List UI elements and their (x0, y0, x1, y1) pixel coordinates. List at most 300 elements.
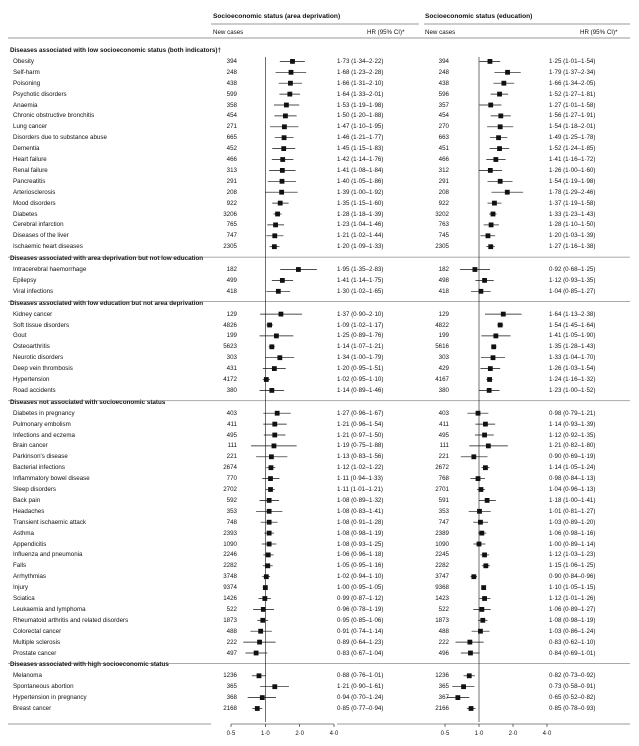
area-new-cases: 592 (226, 496, 237, 504)
area-hr-value: 1·13 (0·83–1·56) (337, 453, 384, 461)
area-x-tick-label: 2·0 (295, 731, 305, 737)
area-new-cases: 353 (226, 507, 237, 515)
area-x-tick-label: 4·0 (329, 731, 339, 737)
edu-hr-value: 1·52 (1·27–1·81) (549, 90, 596, 98)
edu-hr-value: 1·54 (1·19–1·98) (549, 177, 596, 185)
disease-label: Sciatica (13, 595, 35, 602)
edu-new-cases: 1423 (435, 595, 449, 602)
edu-hr-marker (485, 498, 490, 503)
edu-hr-marker (492, 201, 497, 206)
disease-label: Intracerebral haemorrhage (13, 266, 87, 273)
edu-new-cases: 418 (438, 287, 449, 295)
edu-hr-marker (479, 607, 484, 612)
area-hr-marker (269, 454, 274, 459)
edu-new-cases: 312 (438, 166, 449, 174)
area-hr-value: 1·95 (1·35–2·83) (337, 266, 384, 273)
disease-label: Poisoning (13, 79, 41, 87)
area-new-cases: 454 (226, 112, 237, 120)
edu-new-cases: 2701 (435, 486, 449, 493)
disease-label: Parkinson's disease (13, 453, 68, 461)
edu-hr-marker (486, 233, 491, 238)
edu-hr-value: 0·73 (0·58–0·91) (549, 683, 596, 691)
area-hr-value: 1·46 (1·21–1·77) (337, 134, 384, 142)
edu-hr-marker (469, 706, 474, 711)
edu-new-cases: 367 (438, 694, 449, 702)
area-x-tick-label: 1·0 (260, 731, 270, 737)
area-hr-value: 1·19 (0·75–1·88) (337, 442, 384, 450)
edu-new-cases: 438 (438, 79, 449, 87)
edu-hr-value: 1·04 (0·96–1·13) (549, 486, 596, 493)
area-hr-marker (272, 433, 277, 438)
edu-new-cases: 380 (438, 386, 449, 394)
edu-new-cases: 182 (438, 266, 449, 273)
area-hr-value: 1·14 (0·89–1·46) (337, 386, 384, 394)
area-hr-value: 1·45 (1·15–1·83) (337, 145, 384, 153)
disease-label: Back pain (13, 496, 41, 504)
disease-label: Leukaemia and lymphoma (13, 605, 86, 613)
area-hr-value: 1·68 (1·23–2·28) (337, 68, 384, 76)
area-hr-marker (283, 114, 288, 119)
disease-label: Anaemia (13, 101, 38, 109)
area-hr-value: 0·85 (0·77–0·94) (337, 705, 384, 712)
edu-new-cases: 451 (438, 145, 449, 153)
edu-new-cases: 454 (438, 112, 449, 120)
edu-hr-marker (482, 553, 487, 558)
area-hr-value: 1·42 (1·14–1·76) (337, 156, 384, 163)
edu-new-cases: 488 (438, 627, 449, 635)
area-hr-value: 0·94 (0·70–1·24) (337, 694, 384, 702)
area-new-cases: 599 (226, 90, 237, 98)
disease-label: Neurotic disorders (13, 354, 64, 362)
area-hr-value: 1·02 (0·94–1·10) (337, 573, 384, 581)
edu-hr-marker (493, 334, 498, 339)
disease-label: Disorders due to substance abuse (13, 134, 107, 142)
edu-hr-value: 1·35 (1·28–1·43) (549, 343, 596, 351)
edu-hr-value: 0·90 (0·69–1·19) (549, 453, 596, 461)
area-new-cases: 5623 (223, 343, 237, 351)
edu-hr-value: 1·56 (1·27–1·91) (549, 112, 596, 120)
area-new-cases: 3206 (223, 210, 237, 218)
area-hr-value: 1·08 (0·93–1·25) (337, 540, 384, 548)
edu-hr-value: 1·06 (0·89–1·27) (549, 605, 596, 613)
area-hr-marker (260, 618, 265, 623)
area-hr-marker (255, 706, 260, 711)
edu-new-cases: 663 (438, 134, 449, 142)
area-hr-value: 1·20 (0·95–1·51) (337, 365, 384, 373)
disease-label: Bacterial infections (13, 464, 65, 472)
disease-label: Pancreatitis (13, 177, 46, 185)
disease-label: Deep vein thrombosis (13, 365, 73, 373)
edu-hr-marker (487, 377, 492, 382)
area-hr-marker (280, 168, 285, 173)
area-hr-value: 1·28 (1·18–1·39) (337, 210, 384, 218)
edu-hr-value: 0·65 (0·52–0·82) (549, 694, 596, 702)
edu-hr-value: 1·18 (1·00–1·41) (549, 496, 596, 504)
edu-hr-value: 1·10 (1·05–1·15) (549, 584, 596, 592)
edu-hr-value: 1·66 (1·34–2·05) (549, 79, 596, 87)
edu-hr-marker (481, 585, 486, 590)
edu-new-cases: 2282 (435, 562, 449, 570)
area-hr-value: 1·66 (1·31–2·10) (337, 79, 384, 87)
edu-new-cases: 3202 (435, 210, 449, 218)
edu-new-cases: 522 (438, 605, 449, 613)
section-title: Diseases associated with low education but not area deprivation (10, 299, 204, 307)
edu-hr-marker (496, 135, 501, 140)
disease-label: Diseases of the liver (13, 232, 69, 240)
area-hr-marker (260, 695, 265, 700)
edu-new-cases: 768 (438, 475, 449, 483)
area-new-cases: 499 (226, 276, 237, 284)
disease-label: Spontaneous abortion (13, 683, 74, 691)
edu-hr-marker (488, 244, 493, 249)
edu-new-cases: 248 (438, 68, 449, 76)
edu-hr-value: 1·12 (0·93–1·35) (549, 276, 596, 284)
area-hr-value: 1·21 (0·97–1·50) (337, 431, 384, 439)
area-hr-value: 1·27 (0·96–1·67) (337, 409, 384, 417)
disease-label: Multiple sclerosis (13, 638, 61, 646)
area-new-cases: 380 (226, 386, 237, 394)
area-deprivation-title: Socioeconomic status (area deprivation) (213, 13, 341, 20)
edu-new-cases: 1873 (435, 616, 449, 624)
area-new-cases-header: New cases (213, 29, 244, 36)
area-hr-value: 1·12 (1·02–1·22) (337, 464, 384, 472)
edu-new-cases: 5616 (435, 343, 449, 351)
disease-label: Infections and eczema (13, 431, 75, 439)
edu-new-cases: 2166 (435, 705, 449, 712)
area-hr-marker (275, 411, 280, 416)
area-hr-marker (268, 476, 273, 481)
edu-hr-value: 1·15 (1·06–1·25) (549, 562, 596, 570)
edu-hr-marker (493, 157, 498, 162)
area-hr-value: 1·21 (0·96–1·54) (337, 420, 384, 428)
edu-hr-value: 1·01 (0·81–1·27) (549, 507, 596, 515)
edu-hr-value: 1·14 (0·93–1·39) (549, 420, 596, 428)
area-hr-marker (296, 267, 301, 272)
area-hr-marker (267, 498, 272, 503)
edu-new-cases: 2389 (435, 529, 449, 537)
edu-hr-marker (505, 70, 510, 75)
disease-label: Falls (13, 562, 27, 570)
area-hr-marker (267, 509, 272, 514)
area-hr-header: HR (95% CI)* (367, 29, 405, 36)
area-hr-marker (267, 520, 272, 525)
edu-new-cases: 429 (438, 365, 449, 373)
area-x-tick-label: 0·5 (226, 731, 236, 737)
area-hr-value: 1·30 (1·02–1·65) (337, 287, 384, 295)
edu-hr-value: 1·23 (1·00–1·52) (549, 386, 596, 394)
area-hr-marker (272, 444, 277, 449)
disease-label: Sleep disorders (13, 486, 56, 493)
disease-label: Kidney cancer (13, 310, 53, 318)
edu-hr-value: 1·27 (1·16–1·38) (549, 243, 596, 251)
disease-label: Obesity (13, 57, 34, 65)
disease-label: Colorectal cancer (13, 627, 62, 635)
edu-hr-value: 1·41 (1·16–1·72) (549, 156, 596, 163)
section-title: Diseases associated with high socioeconomic status (10, 661, 169, 669)
edu-hr-marker (482, 596, 487, 601)
area-new-cases: 208 (226, 188, 237, 196)
area-hr-value: 1·05 (0·95–1·16) (337, 562, 384, 570)
disease-label: Arteriosclerosis (13, 188, 56, 196)
area-hr-marker (282, 135, 287, 140)
edu-hr-value: 1·41 (1·05–1·90) (549, 332, 596, 340)
edu-hr-value: 1·12 (1·03–1·23) (549, 551, 596, 559)
edu-new-cases: 763 (438, 221, 449, 229)
edu-hr-marker (471, 454, 476, 459)
edu-hr-marker (498, 179, 503, 184)
edu-hr-value: 1·06 (0·98–1·16) (549, 529, 596, 537)
disease-label: Chronic obstructive bronchitis (13, 112, 95, 120)
edu-hr-marker (476, 411, 481, 416)
edu-hr-marker (501, 81, 506, 86)
edu-hr-marker (488, 103, 493, 108)
area-new-cases: 182 (226, 266, 237, 273)
area-hr-marker (257, 673, 262, 678)
section-title: Diseases associated with low socioeconomic status (both indicators)† (10, 47, 222, 54)
area-hr-marker (272, 422, 277, 427)
edu-hr-value: 1·12 (1·01–1·26) (549, 595, 596, 602)
edu-hr-value: 0·90 (0·84–0·96) (549, 573, 596, 581)
area-hr-value: 1·35 (1·15–1·60) (337, 199, 384, 207)
edu-new-cases: 303 (438, 354, 449, 362)
area-new-cases: 313 (226, 166, 237, 174)
area-hr-value: 1·09 (1·02–1·17) (337, 321, 384, 329)
disease-label: Self-harm (13, 68, 40, 76)
edu-hr-value: 0·98 (0·84–1·13) (549, 475, 596, 483)
area-new-cases: 3748 (223, 573, 237, 581)
edu-hr-marker (455, 695, 460, 700)
area-hr-marker (284, 103, 289, 108)
area-hr-value: 1·21 (0·90–1·61) (337, 683, 384, 691)
edu-hr-value: 0·83 (0·62–1·10) (549, 638, 596, 646)
disease-label: Ischaemic heart diseases (13, 243, 83, 251)
area-hr-marker (280, 179, 285, 184)
edu-new-cases: 1236 (435, 672, 449, 680)
edu-hr-marker (498, 114, 503, 119)
area-hr-marker (272, 366, 277, 371)
edu-new-cases: 747 (438, 518, 449, 526)
area-hr-marker (269, 344, 274, 349)
area-new-cases: 368 (226, 694, 237, 702)
area-new-cases: 2674 (223, 464, 237, 472)
area-hr-marker (267, 531, 272, 536)
edu-hr-marker (471, 574, 476, 579)
area-new-cases: 4172 (223, 376, 237, 383)
area-hr-marker (269, 388, 274, 393)
disease-label: Breast cancer (13, 705, 52, 712)
area-new-cases: 358 (226, 101, 237, 109)
area-hr-value: 1·41 (1·14–1·75) (337, 276, 384, 284)
disease-label: Heart failure (13, 156, 47, 163)
disease-label: Mood disorders (13, 199, 56, 207)
edu-hr-header: HR (95% CI)* (580, 29, 618, 36)
edu-new-cases: 199 (438, 332, 449, 340)
edu-hr-marker (501, 312, 506, 317)
area-hr-value: 0·83 (0·67–1·04) (337, 649, 384, 657)
edu-hr-value: 1·21 (0·82–1·80) (549, 442, 596, 450)
disease-label: Influenza and pneumonia (13, 551, 83, 559)
disease-label: Osteoarthritis (13, 343, 50, 351)
area-hr-value: 1·06 (0·96–1·18) (337, 551, 384, 559)
area-new-cases: 748 (226, 518, 237, 526)
area-hr-marker (257, 640, 262, 645)
edu-new-cases: 353 (438, 507, 449, 515)
area-new-cases: 411 (227, 420, 237, 428)
area-hr-marker (275, 212, 280, 217)
edu-new-cases: 394 (438, 57, 449, 65)
area-new-cases: 4826 (223, 321, 237, 329)
area-hr-marker (290, 59, 295, 64)
disease-label: Lung cancer (13, 123, 48, 131)
area-new-cases: 497 (226, 649, 237, 657)
edu-new-cases: 495 (438, 431, 449, 439)
area-hr-value: 1·08 (0·89–1·32) (337, 496, 384, 504)
edu-new-cases: 745 (438, 232, 449, 240)
area-hr-value: 1·50 (1·20–1·88) (337, 112, 384, 120)
edu-hr-marker (461, 684, 466, 689)
edu-hr-value: 1·49 (1·25–1·78) (549, 134, 596, 142)
area-new-cases: 199 (226, 332, 237, 340)
area-hr-value: 1·25 (0·89–1·76) (337, 332, 384, 340)
area-hr-value: 1·00 (0·95–1·05) (337, 584, 384, 592)
edu-new-cases: 1090 (435, 540, 449, 548)
area-hr-marker (280, 278, 285, 283)
area-hr-marker (272, 684, 277, 689)
edu-hr-marker (488, 168, 493, 173)
edu-hr-value: 1·78 (1·29–2·46) (549, 188, 596, 196)
area-new-cases: 1090 (223, 540, 237, 548)
area-new-cases: 747 (226, 232, 237, 240)
area-hr-value: 1·21 (1·02–1·44) (337, 232, 384, 240)
area-hr-value: 1·08 (0·83–1·41) (337, 507, 384, 515)
area-hr-value: 1·08 (0·91–1·28) (337, 518, 384, 526)
area-new-cases: 271 (226, 123, 237, 131)
area-hr-marker (278, 201, 283, 206)
edu-hr-value: 1·54 (1·45–1·64) (549, 321, 596, 329)
edu-new-cases-header: New cases (425, 29, 456, 36)
edu-new-cases: 221 (438, 453, 449, 461)
edu-hr-value: 0·92 (0·68–1·25) (549, 266, 596, 273)
area-new-cases: 394 (226, 57, 237, 65)
disease-label: Road accidents (13, 386, 56, 394)
disease-label: Diabetes (13, 210, 38, 218)
area-hr-value: 1·11 (1·01–1·21) (337, 486, 383, 493)
edu-new-cases: 466 (438, 156, 449, 163)
area-hr-marker (280, 157, 285, 162)
area-hr-marker (265, 563, 270, 568)
edu-hr-marker (497, 92, 502, 97)
edu-hr-value: 1·26 (1·03–1·54) (549, 365, 596, 373)
edu-hr-value: 1·00 (0·89–1·14) (549, 540, 596, 548)
disease-label: Rheumatoid arthritis and related disorders (13, 616, 129, 624)
disease-label: Diabetes in pregnancy (13, 409, 75, 417)
edu-hr-value: 0·84 (0·69–1·01) (549, 649, 596, 657)
edu-hr-value: 1·33 (1·04–1·70) (549, 354, 596, 362)
area-hr-marker (267, 542, 272, 547)
disease-label: Cerebral infarction (13, 221, 64, 229)
edu-hr-value: 1·26 (1·00–1·60) (549, 166, 596, 174)
area-new-cases: 9374 (223, 584, 237, 592)
edu-hr-marker (483, 465, 488, 470)
disease-label: Headaches (13, 507, 45, 515)
area-hr-marker (272, 244, 277, 249)
edu-new-cases: 591 (438, 496, 449, 504)
disease-label: Pulmonary embolism (13, 420, 71, 428)
edu-new-cases: 596 (438, 90, 449, 98)
area-new-cases: 770 (226, 475, 237, 483)
edu-new-cases: 403 (438, 409, 449, 417)
area-hr-marker (279, 312, 284, 317)
edu-hr-value: 1·08 (0·98–1·19) (549, 616, 596, 624)
area-hr-value: 1·02 (0·95–1·10) (337, 376, 384, 383)
edu-x-tick-label: 1·0 (474, 731, 484, 737)
disease-label: Injury (13, 584, 29, 592)
edu-new-cases: 2305 (435, 243, 449, 251)
disease-label: Soft tissue disorders (13, 321, 70, 329)
area-hr-marker (272, 233, 277, 238)
edu-x-tick-label: 0·5 (440, 731, 450, 737)
edu-hr-marker (480, 618, 485, 623)
edu-hr-marker (497, 146, 502, 151)
area-new-cases: 522 (226, 605, 237, 613)
edu-hr-marker (491, 355, 496, 360)
edu-new-cases: 922 (438, 199, 449, 207)
area-new-cases: 488 (226, 627, 237, 635)
area-hr-value: 1·53 (1·19–1·98) (337, 101, 384, 109)
disease-label: Epilepsy (13, 276, 37, 284)
edu-hr-value: 1·03 (0·89–1·20) (549, 518, 596, 526)
edu-hr-marker (498, 124, 503, 129)
disease-label: Arrhythmias (13, 573, 47, 581)
edu-hr-marker (467, 640, 472, 645)
area-hr-marker (269, 465, 274, 470)
area-hr-value: 1·47 (1·10–1·95) (337, 123, 384, 131)
edu-new-cases: 9368 (435, 584, 449, 592)
disease-label: Melanoma (13, 672, 42, 680)
area-new-cases: 466 (226, 156, 237, 163)
area-new-cases: 1236 (223, 672, 237, 680)
edu-hr-value: 0·82 (0·73–0·92) (549, 672, 596, 680)
edu-new-cases: 357 (438, 101, 449, 109)
area-hr-marker (261, 607, 266, 612)
area-new-cases: 2246 (223, 551, 237, 559)
area-hr-marker (268, 487, 273, 492)
area-new-cases: 2305 (223, 243, 237, 251)
area-hr-marker (288, 81, 293, 86)
edu-hr-marker (476, 476, 481, 481)
edu-hr-value: 1·03 (0·86–1·24) (549, 627, 596, 635)
area-hr-marker (282, 124, 287, 129)
area-new-cases: 2393 (223, 529, 237, 537)
edu-new-cases: 3747 (435, 573, 449, 581)
area-new-cases: 2702 (223, 486, 237, 493)
area-new-cases: 403 (226, 409, 237, 417)
edu-hr-marker (473, 267, 478, 272)
area-hr-marker (258, 629, 263, 634)
edu-hr-marker (488, 59, 493, 64)
area-new-cases: 765 (226, 221, 237, 229)
area-hr-value: 1·41 (1·08–1·84) (337, 166, 384, 174)
area-hr-marker (279, 190, 284, 195)
edu-hr-value: 1·54 (1·18–2·01) (549, 123, 596, 131)
edu-hr-value: 1·24 (1·16–1·32) (549, 376, 596, 383)
disease-label: Dementia (13, 145, 40, 153)
edu-hr-value: 1·79 (1·37–2·34) (549, 68, 596, 76)
area-new-cases: 922 (226, 199, 237, 207)
edu-hr-marker (491, 212, 496, 217)
area-hr-marker (276, 289, 281, 294)
edu-hr-marker (505, 190, 510, 195)
